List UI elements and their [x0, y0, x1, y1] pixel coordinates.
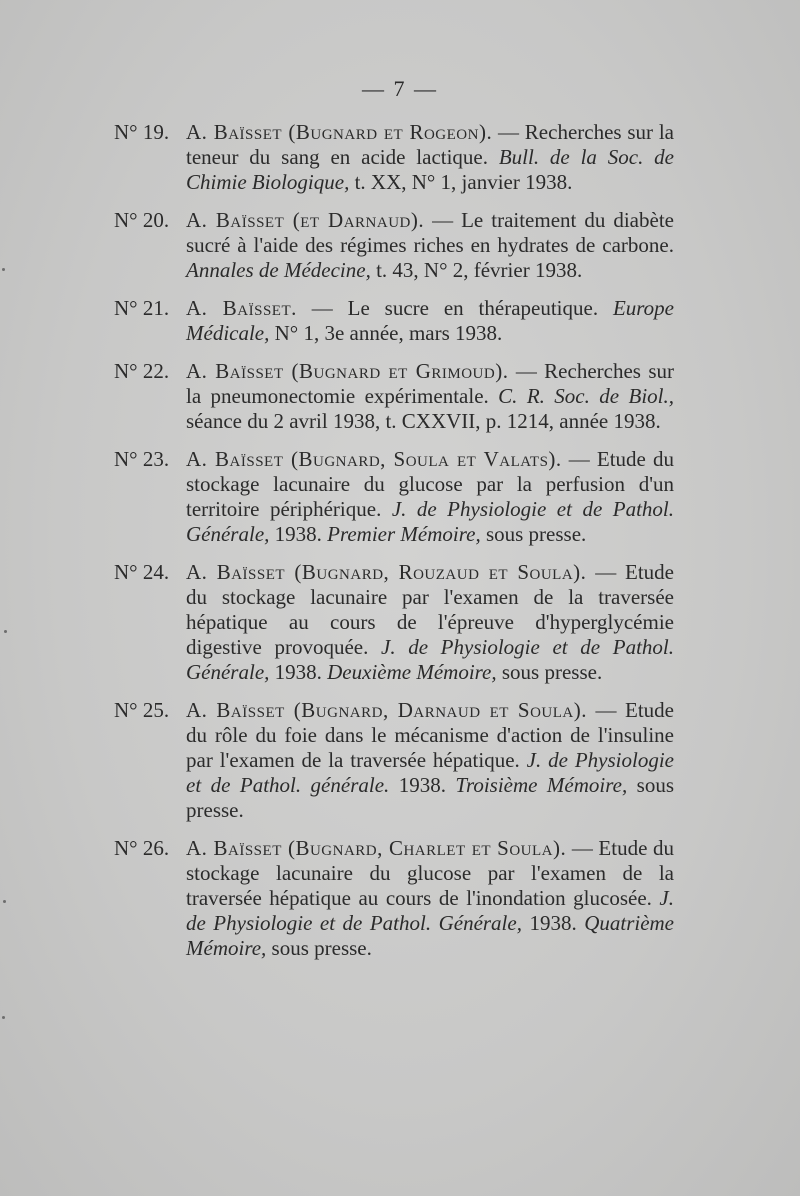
entry-journal: J. de Physiologie et de Pathol. Générale, — [186, 886, 674, 935]
entry-number: N° 21. — [114, 296, 170, 320]
entry-number: N° 19. — [114, 120, 170, 144]
entry-title: — Recherches sur la pneumonectomie expérimentale. — [186, 359, 674, 408]
entry-title: — Le sucre en thérapeutique. — [296, 296, 613, 320]
entry-memoire: Quatrième Mémoire, — [186, 911, 675, 960]
entry-status: sous presse. — [186, 773, 675, 822]
entry-number: N° 25. — [114, 698, 170, 722]
entry-details: 1938. — [269, 660, 328, 684]
entry-details: 1938. — [269, 522, 328, 546]
entry-title: — Recherches sur la teneur du sang en acide lactique. — [186, 120, 674, 169]
entry-number: N° 20. — [114, 208, 170, 232]
entry-number: N° 23. — [114, 447, 170, 471]
bibliography-entry — [114, 447, 674, 547]
entry-coauthors: (Bugnard, Rouzaud et Soula). — [285, 560, 587, 584]
entry-title: — Le traitement du diabète sucré à l'aide des régimes riches en hydrates de carbone. — [186, 208, 674, 257]
paper-speck — [2, 1016, 5, 1019]
entry-text — [186, 296, 674, 346]
entry-text — [186, 120, 674, 195]
entry-number: N° 22. — [114, 359, 170, 383]
entry-details: t. XX, N° 1, janvier 1938. — [349, 170, 573, 194]
entry-title: — Etude du rôle du foie dans le mécanisme d'action de l'insuline par l'examen de la traversée hépatique. — [186, 698, 674, 772]
entry-journal: J. de Physiologie et de Pathol. générale. — [186, 748, 674, 797]
entry-text — [186, 836, 674, 961]
bibliography-entry — [114, 208, 674, 283]
entry-journal: J. de Physiologie et de Pathol. Générale, — [186, 497, 675, 546]
entry-journal: Annales de Médecine, — [186, 258, 371, 282]
entry-coauthors: (Bugnard et Rogeon). — [282, 120, 493, 144]
paper-speck — [4, 630, 7, 633]
bibliography-entry — [114, 560, 674, 685]
bibliography-entry — [114, 296, 674, 346]
entry-text — [186, 208, 674, 283]
entry-author: A. Baïsset. — [186, 296, 297, 320]
entry-author: A. Baïsset — [186, 560, 286, 584]
entry-text — [186, 698, 674, 823]
entry-title: — Etude du stockage lacunaire du glucose par la perfusion d'un territoire périphérique. — [186, 447, 675, 521]
entry-number: N° 24. — [114, 560, 170, 584]
entry-text — [186, 447, 674, 547]
entry-coauthors: (Bugnard, Soula et Valats). — [283, 447, 562, 471]
page-number: — 7 — — [362, 76, 438, 101]
bibliography-entry — [114, 698, 674, 823]
paper-speck — [2, 268, 5, 271]
entry-details: séance du 2 avril 1938, t. CXXVII, p. 1214, année 1938. — [186, 409, 661, 433]
entry-author: A. Baïsset — [186, 836, 282, 860]
entry-author: A. Baïsset — [186, 447, 284, 471]
entry-coauthors: (Bugnard, Charlet et Soula). — [281, 836, 567, 860]
entry-number: N° 26. — [114, 836, 170, 860]
bibliography-list — [114, 120, 674, 974]
entry-details: t. 43, N° 2, février 1938. — [370, 258, 583, 282]
entry-text — [186, 560, 674, 685]
entry-author: A. Baïsset — [186, 120, 283, 144]
entry-author: A. Baïsset — [186, 359, 284, 383]
bibliography-entry — [114, 359, 674, 434]
entry-coauthors: (et Darnaud). — [284, 208, 425, 232]
entry-journal: C. R. Soc. de Biol., — [498, 384, 674, 408]
entry-author: A. Baïsset — [186, 208, 285, 232]
entry-status: sous presse. — [480, 522, 587, 546]
entry-coauthors: (Bugnard, Darnaud et Soula). — [284, 698, 587, 722]
entry-title: — Etude du stockage lacunaire du glucose par l'examen de la traversée hépatique au cours de l'inondation glucosée. — [186, 836, 674, 910]
entry-journal: J. de Physiologie et de Pathol. Générale, — [186, 635, 674, 684]
entry-memoire: Premier Mémoire, — [327, 522, 481, 546]
entry-title: — Etude du stockage lacunaire par l'examen de la traversée hépatique au cours de l'épreuve d'hyperglycémie digestive provoquée. — [186, 560, 674, 659]
bibliography-entry — [114, 120, 674, 195]
entry-details: 1938. — [521, 911, 585, 935]
entry-details: N° 1, 3e année, mars 1938. — [269, 321, 503, 345]
entry-memoire: Troisième Mémoire, — [455, 773, 628, 797]
paper-speck — [3, 900, 6, 903]
entry-status: sous presse. — [496, 660, 603, 684]
entry-status: sous presse. — [266, 936, 372, 960]
entry-memoire: Deuxième Mémoire, — [327, 660, 497, 684]
entry-author: A. Baïsset — [186, 698, 285, 722]
entry-journal: Bull. de la Soc. de Chimie Biologique, — [186, 145, 674, 194]
entry-coauthors: (Bugnard et Grimoud). — [283, 359, 509, 383]
bibliography-entry — [114, 836, 674, 961]
entry-journal: Europe Médicale, — [186, 296, 674, 345]
entry-text — [186, 359, 674, 434]
entry-details: 1938. — [389, 773, 456, 797]
